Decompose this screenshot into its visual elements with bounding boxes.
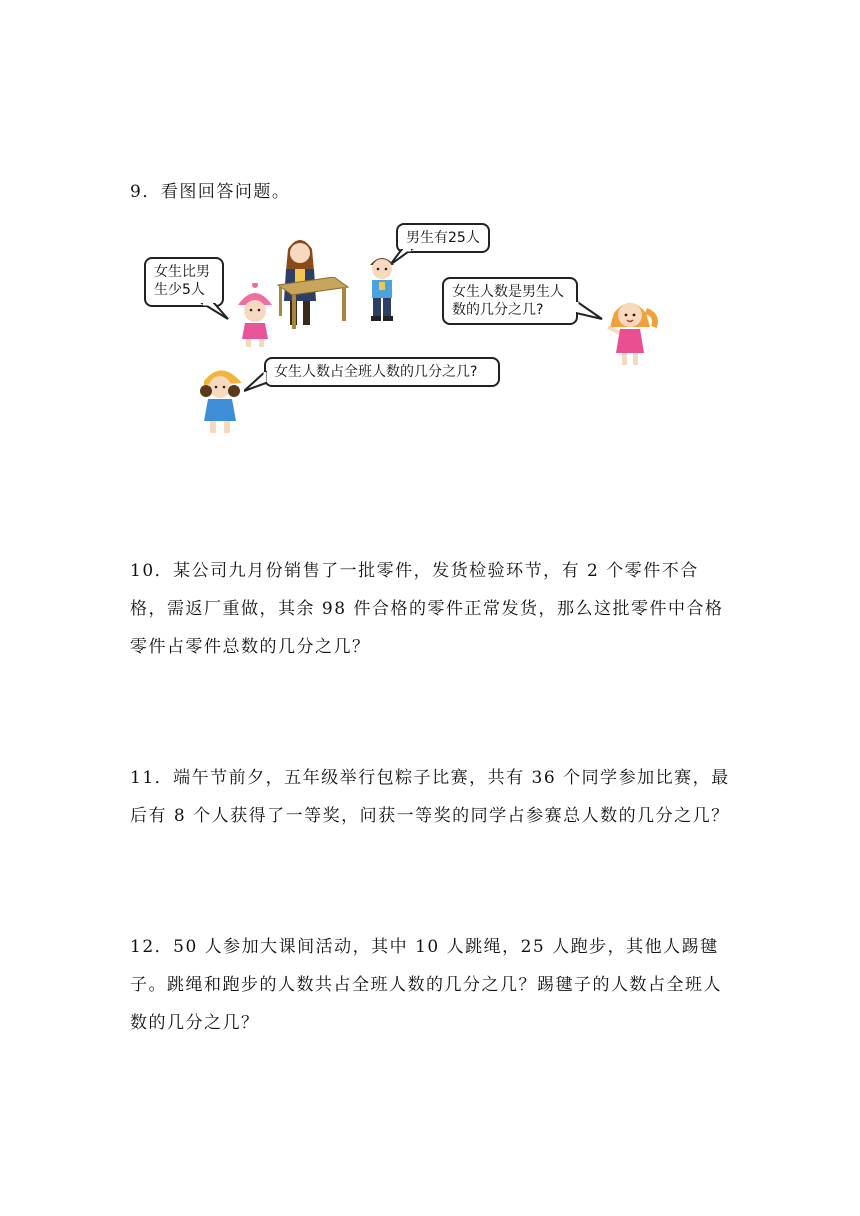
girl-orange-hair-figure <box>602 293 658 369</box>
question-9-illustration <box>140 215 680 445</box>
bubble-tail <box>576 301 604 321</box>
bubble-boys-count-text: 男生有25人 <box>406 230 480 246</box>
girl-pink-hat-figure <box>232 283 278 349</box>
bubble-tail <box>200 303 230 323</box>
bubble-girls-vs-boys <box>442 277 578 325</box>
bubble-tail <box>244 371 268 393</box>
desk-figure <box>274 277 350 331</box>
girl-yellow-hat-figure <box>196 363 244 437</box>
bubble-girls-fewer-text: 女生比男生少5人 <box>154 264 210 298</box>
bubble-girls-vs-boys-text: 女生人数是男生人数的几分之几? <box>452 284 564 318</box>
question-11: 11．端午节前夕，五年级举行包粽子比赛，共有 36 个同学参加比赛，最后有 8 个人获得了一等奖，问获一等奖的同学占参赛总人数的几分之几？ <box>130 768 730 826</box>
question-12: 12．50 人参加大课间活动，其中 10 人跳绳，25 人跑步，其他人踢毽子。跳绳和跑步的人数共占全班人数的几分之几？踢毽子的人数占全班人数的几分之几？ <box>130 937 722 1033</box>
question-10: 10．某公司九月份销售了一批零件，发货检验环节，有 2 个零件不合格，需返厂重做，其余 98 件合格的零件正常发货，那么这批零件中合格零件占零件总数的几分之几？ <box>130 561 724 657</box>
bubble-girls-vs-class-text: 女生人数占全班人数的几分之几? <box>274 364 478 380</box>
bubble-girls-vs-class <box>264 357 500 387</box>
question-9: 9．看图回答问题。 <box>130 182 291 202</box>
boy-figure <box>360 251 404 323</box>
bubble-girls-fewer <box>144 257 224 307</box>
